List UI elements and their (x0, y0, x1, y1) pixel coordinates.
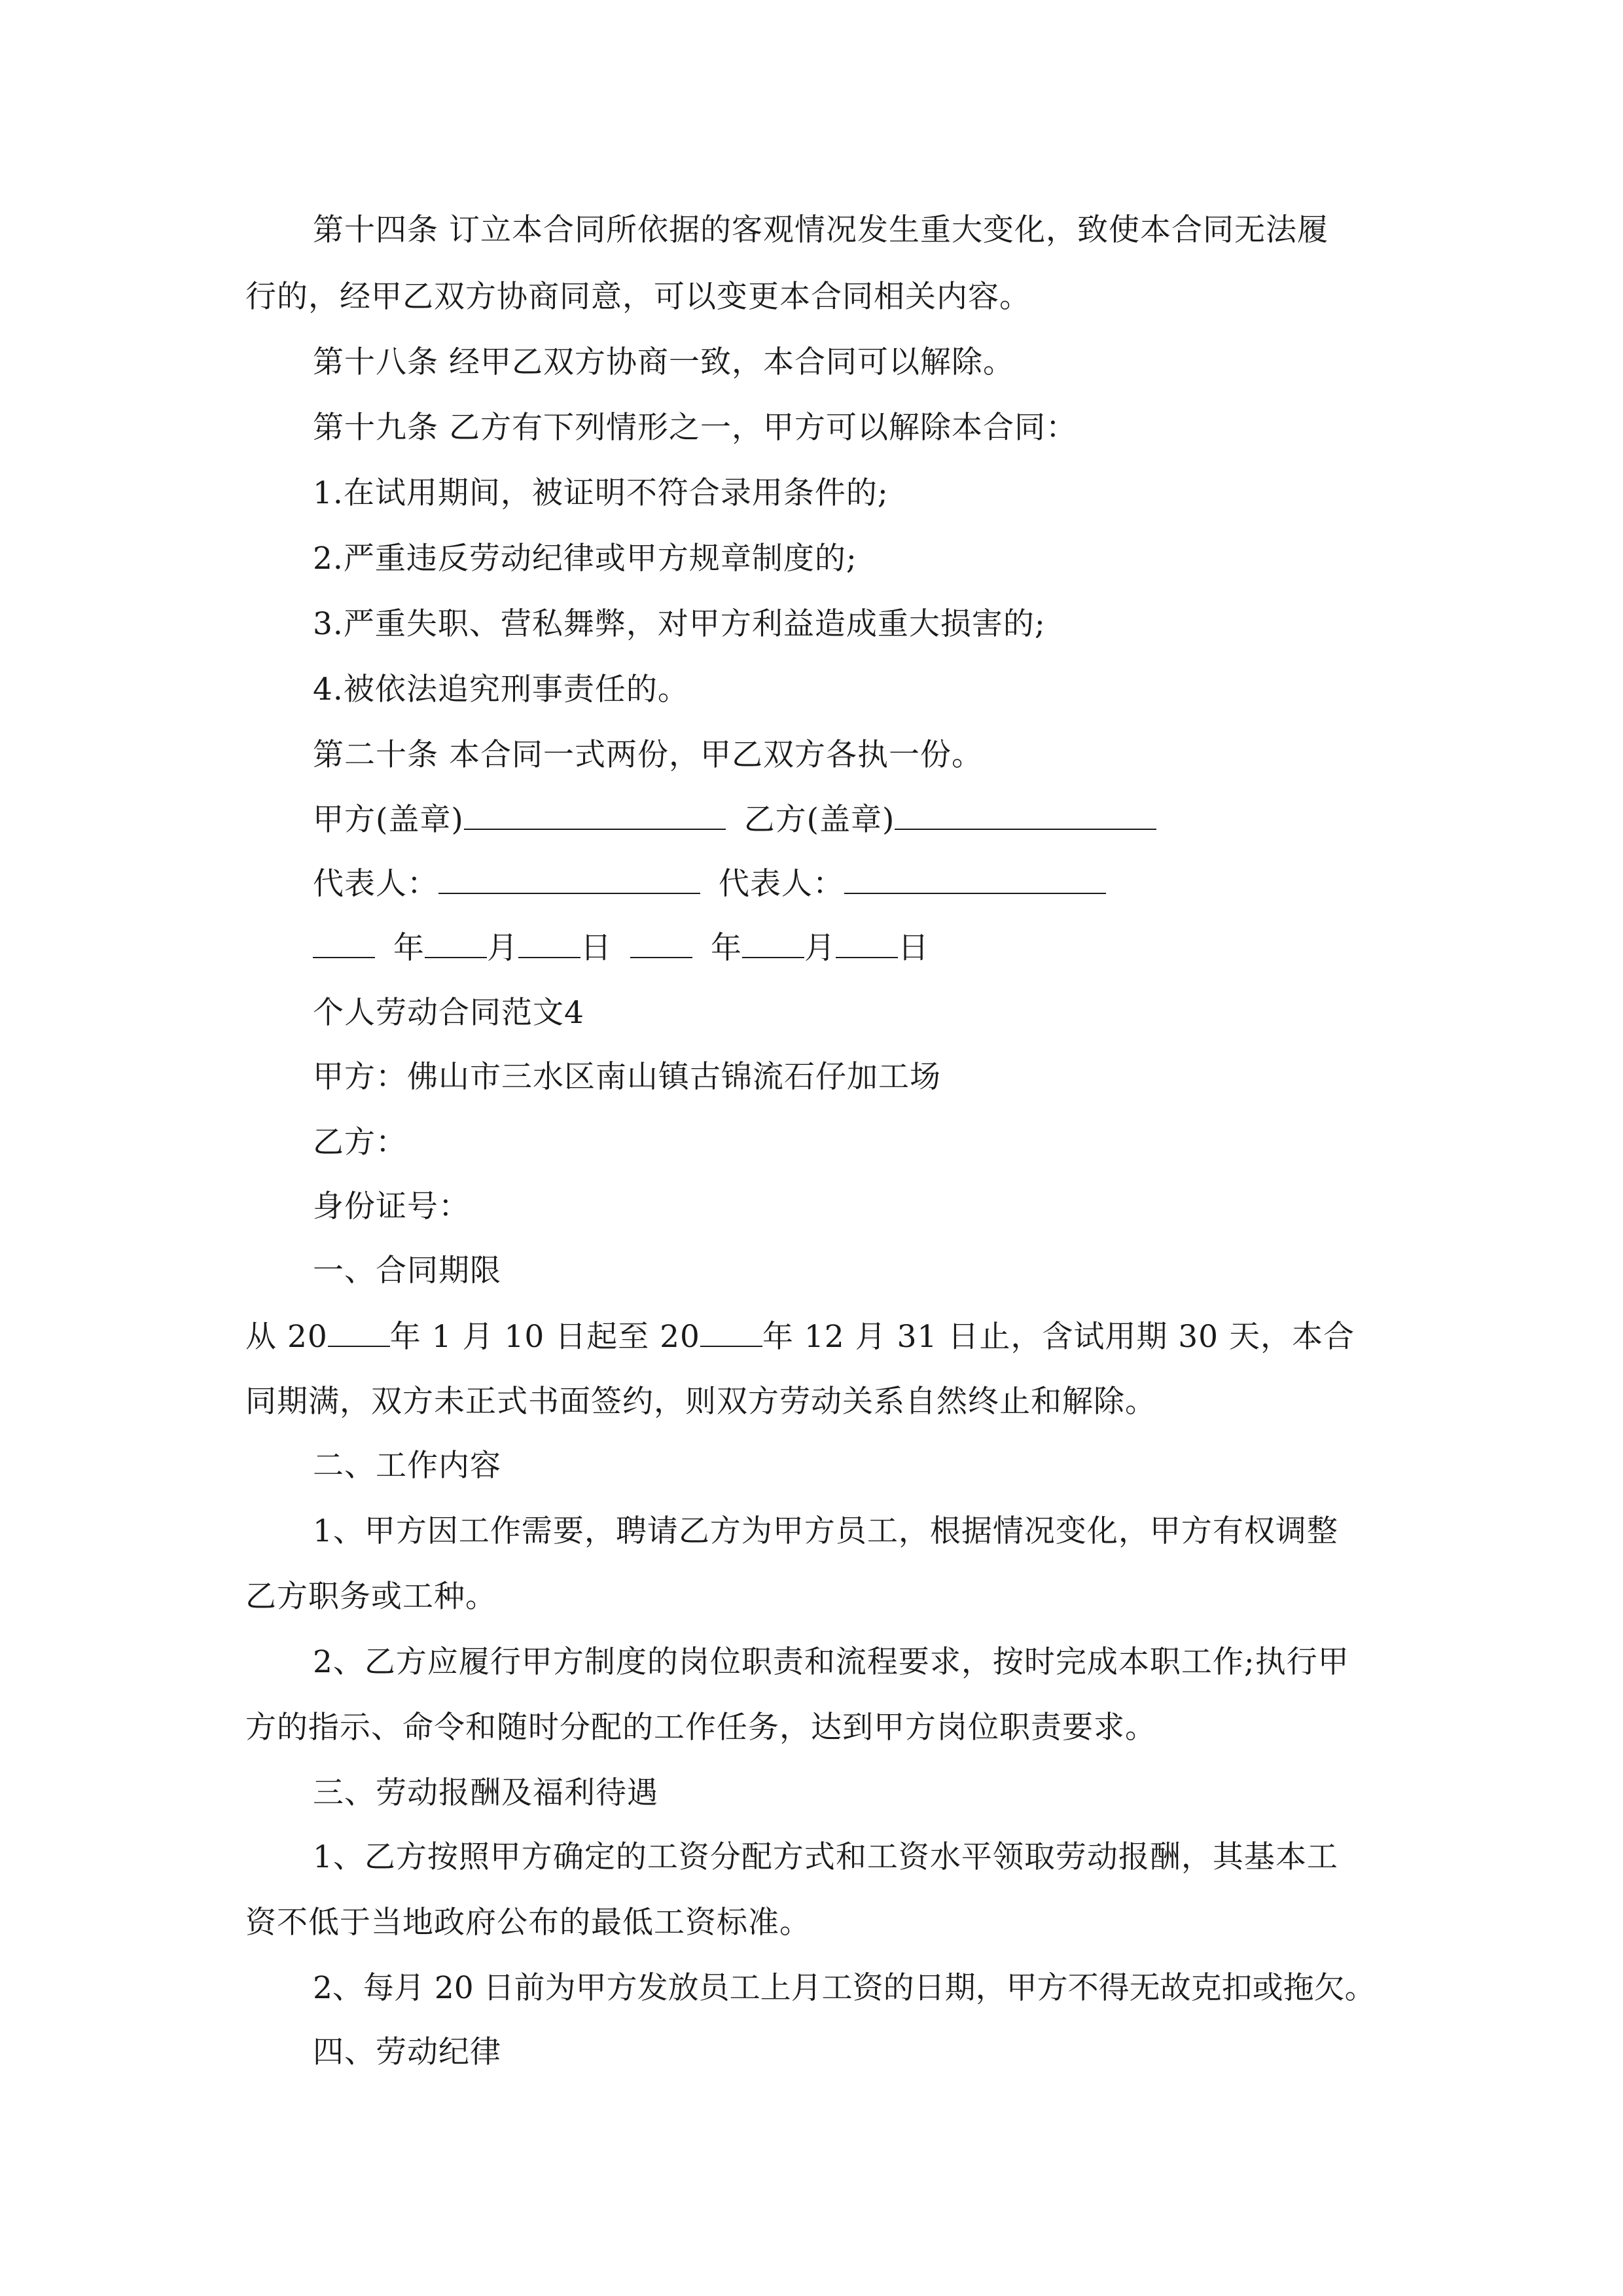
rep-a-label: 代表人： (313, 866, 438, 902)
term-start-date: 年 1 月 10 日起至 20 (389, 1319, 700, 1355)
day-a-blank (518, 928, 580, 958)
year-a-blank (313, 928, 375, 958)
day-b-blank (836, 928, 898, 958)
section-1-line2: 同期满，双方未正式书面签约，则双方劳动关系自然终止和解除。 (245, 1384, 1156, 1420)
id-number: 身份证号： (313, 1189, 470, 1225)
section-4-title: 四、劳动纪律 (313, 2034, 501, 2070)
article-19-item-2: 2.严重违反劳动纪律或甲方规章制度的; (313, 541, 857, 577)
section-2-title: 二、工作内容 (313, 1448, 501, 1484)
article-14-line1: 第十四条 订立本合同所依据的客观情况发生重大变化，致使本合同无法履 (313, 212, 1329, 248)
party-a-seal-blank (464, 800, 726, 830)
section-3-item-2: 2、每月 20 日前为甲方发放员工上月工资的日期，甲方不得无故克扣或拖欠。 (313, 1970, 1376, 2006)
section-2-item-1-line1: 1、甲方因工作需要，聘请乙方为甲方员工，根据情况变化，甲方有权调整 (313, 1513, 1338, 1549)
section-2-item-1-line2: 乙方职务或工种。 (245, 1579, 497, 1615)
representative-line (313, 864, 1106, 903)
contract-4-title: 个人劳动合同范文4 (313, 995, 584, 1031)
term-end-date: 年 12 月 31 日止，含试用期 30 天，本合 (762, 1319, 1355, 1355)
seal-line (313, 800, 1156, 839)
party-b-seal-label: 乙方(盖章) (743, 802, 895, 838)
day-b-label: 日 (898, 930, 929, 966)
year-b-label: 年 (711, 930, 742, 966)
party-b-seal-blank (895, 800, 1156, 830)
section-3-item-1-line1: 1、乙方按照甲方确定的工资分配方式和工资水平领取劳动报酬，其基本工 (313, 1839, 1338, 1875)
article-19-item-3: 3.严重失职、营私舞弊，对甲方利益造成重大损害的; (313, 606, 1046, 642)
article-19-item-1: 1.在试用期间，被证明不符合录用条件的; (313, 475, 889, 511)
month-b-blank (742, 928, 804, 958)
year-b-blank (630, 928, 692, 958)
rep-a-blank (438, 864, 700, 894)
party-a: 甲方：佛山市三水区南山镇古锦流石仔加工场 (313, 1059, 941, 1095)
rep-b-label: 代表人： (719, 866, 844, 902)
article-19-item-4: 4.被依法追究刑事责任的。 (313, 672, 689, 708)
rep-b-blank (844, 864, 1106, 894)
section-3-item-1-line2: 资不低于当地政府公布的最低工资标准。 (245, 1905, 811, 1941)
year-a-label: 年 (393, 930, 425, 966)
article-18: 第十八条 经甲乙双方协商一致，本合同可以解除。 (313, 344, 1014, 380)
section-1-title: 一、合同期限 (313, 1253, 501, 1289)
section-2-item-2-line2: 方的指示、命令和随时分配的工作任务，达到甲方岗位职责要求。 (245, 1710, 1156, 1746)
day-a-label: 日 (580, 930, 612, 966)
start-year-blank (328, 1317, 390, 1347)
party-b: 乙方： (313, 1124, 407, 1160)
date-line (313, 928, 929, 967)
section-1-line1 (245, 1317, 1355, 1356)
month-a-blank (425, 928, 487, 958)
section-2-item-2-line1: 2、乙方应履行甲方制度的岗位职责和流程要求，按时完成本职工作;执行甲 (313, 1644, 1349, 1680)
term-start-prefix: 从 20 (245, 1319, 328, 1355)
party-a-seal-label: 甲方(盖章) (313, 802, 464, 838)
section-3-title: 三、劳动报酬及福利待遇 (313, 1775, 658, 1811)
month-b-label: 月 (804, 930, 836, 966)
article-20: 第二十条 本合同一式两份，甲乙双方各执一份。 (313, 737, 983, 773)
article-14-line2: 行的，经甲乙双方协商同意，可以变更本合同相关内容。 (245, 279, 1031, 315)
month-a-label: 月 (487, 930, 518, 966)
end-year-blank (700, 1317, 762, 1347)
article-19: 第十九条 乙方有下列情形之一，甲方可以解除本合同： (313, 410, 1077, 446)
